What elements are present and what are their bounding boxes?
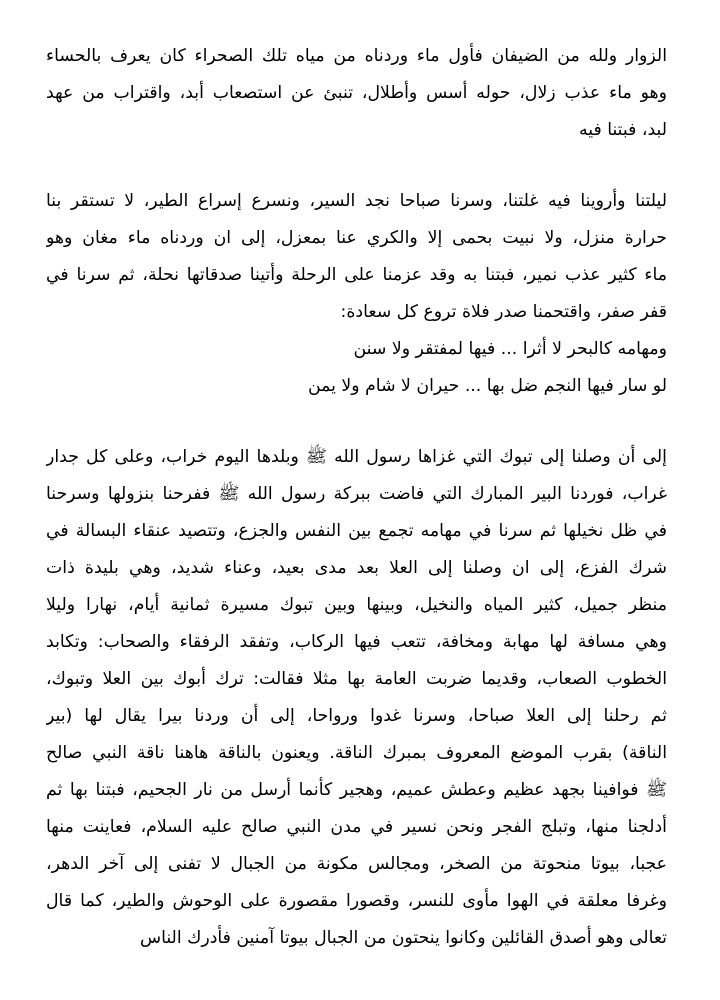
text-line: الزوار ولله من الضيفان فأول ماء وردناه من مياه تلك الصحراء كان يعرف بالحساء [46,46,667,66]
paragraph-gap [46,149,667,183]
text-line: ماء كثير عذب نمير، فبتنا به وقد عزمنا على الرحلة وأتينا صدقاتها نحلة، ثم سرنا في [46,265,667,285]
text-line: الناقة) بقرب الموضع المعروف بمبرك الناقة. ويعنون بالناقة هاهنا ناقة النبي صالح [46,743,667,763]
text-line: تعالى وهو أصدق القائلين وكانوا ينحتون من الجبال بيوتا آمنين فأدرك الناس [139,928,667,948]
text-line: وغرفا معلقة في الهوا مأوى للنسر، وقصورا مقصورة على الوحوش والطير، كما قال [46,891,667,911]
text-line: في ظل نخيلها ثم سرنا في مهامه تجمع بين النفس والجزع، وتتصيد عنقاء البسالة في [46,521,667,541]
text-line: وهو ماء عذب زلال، حوله أسس وأطلال، تنبئ عن استصعاب أبد، واقتراب من عهد [46,83,667,103]
text-line: الخطوب الصعاب، وقديما ضربت العامة بها مثلا فقالت: ترك أبوك بين العلا وتبوك، [46,669,667,689]
paragraph [46,38,667,149]
text-line: ثم رحلنا إلى العلا صباحا، وسرنا غدوا ورواحا، إلى أن وردنا بيرا يقال لها (بير [46,706,667,726]
text-line: وهي مسافة لها مهابة ومخافة، تتعب فيها الركاب، وتفقد الرفقاء والصحاب: وتكابد [46,632,667,652]
text-line: شرك الفزع، إلى ان وصلنا إلى العلا بعد مدى بعيد، وعناء شديد، وهي بليدة ذات [46,558,667,578]
text-line: عجبا، بيوتا منحوتة من الصخر، ومجالس مكونة من الجبال لا تفنى إلى آخر الدهر، [46,854,667,874]
verse-line: ومهامه كالبحر لا أثرا ... فيها لمفتقر ولا سنن [353,339,667,359]
text-line: لبد، فبتنا فيه [578,120,667,140]
text-line: حرارة منزل، ولا نبيت بحمى إلا والكري عنا بمعزل، إلى ان وردناه ماء مغان وهو [46,228,667,248]
paragraph-gap [46,405,667,439]
text-line: أدلجنا منها، وتبلج الفجر ونحن نسير في مدن النبي صالح عليه السلام، فعاينت منها [46,817,667,837]
verse-line: لو سار فيها النجم ضل بها ... حيران لا شام ولا يمن [307,376,667,396]
text-line: قفر صفر، واقتحمنا صدر فلاة تروع كل سعادة: [340,302,667,322]
text-line: إلى أن وصلنا إلى تبوك التي غزاها رسول الله ﷺ وبلدها اليوم خراب، وعلى كل جدار [46,447,667,467]
paragraph [46,183,667,405]
paragraph [46,439,667,957]
text-line: منظر جميل، كثير المياه والنخيل، وبينها وبين تبوك مسيرة ثمانية أيام، نهارا وليلا [46,595,667,615]
text-line: ﷺ فوافينا بجهد عظيم وعطش عميم، وهجير كأنما أرسل من نار الجحيم، فبتنا بها ثم [46,780,667,800]
text-line: غراب، فوردنا البير المبارك التي فاضت ببركة رسول الله ﷺ ففرحنا بنزولها وسرحنا [46,484,667,504]
text-line: ليلتنا وأروينا فيه غلتنا، وسرنا صباحا نجد السير، ونسرع إسراع الطير، لا تستقر بنا [46,191,667,211]
